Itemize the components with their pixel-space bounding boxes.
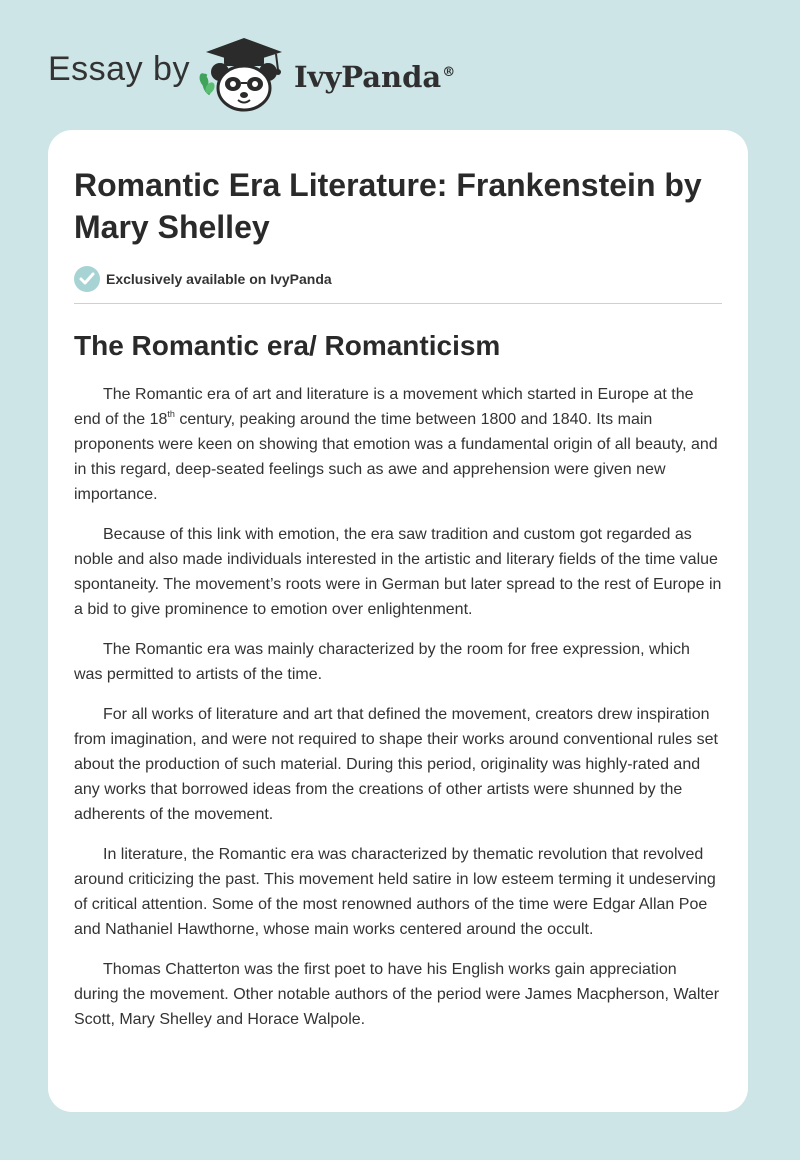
- paragraph: The Romantic era was mainly characterized by the room for free expression, which was permitted to artists of the time.: [74, 641, 690, 683]
- essay-title: Romantic Era Literature: Frankenstein by Mary Shelley: [74, 167, 702, 245]
- superscript: th: [167, 409, 175, 419]
- brand-name[interactable]: IvyPanda®: [293, 60, 456, 94]
- divider: [74, 303, 722, 304]
- essay-by-label: Essay by: [48, 49, 190, 88]
- paragraph: Thomas Chatterton was the first poet to have his English works gain appreciation during the movement. Other notable authors of the period were James Macpherson, Walter Scott, Mary Shelley and Horace Walpole.: [74, 961, 720, 1028]
- paragraph: The Romantic era of art and literature is a movement which started in Europe at the end of the 18th century, peaking around the time between 1800 and 1840. Its main proponents were keen on showing that emotion was a fundamental origin of all beauty, and in this regard, deep-seated feelings such as awe and apprehension were given new importance.: [74, 386, 718, 503]
- badge-text: Exclusively available on IvyPanda: [106, 271, 332, 287]
- section-heading: The Romantic era/ Romanticism: [74, 330, 501, 361]
- exclusive-badge: [74, 266, 722, 292]
- registered-mark: ®: [442, 65, 456, 81]
- paragraph: In literature, the Romantic era was characterized by thematic revolution that revolved around criticizing the past. This movement held satire in low esteem terming it undeserving of critical attention. Some of the most renowned authors of the time were Edgar Allan Poe and Nathaniel Hawthorne, whose main works centered around the occult.: [74, 846, 716, 938]
- paragraph: Because of this link with emotion, the era saw tradition and custom got regarded as noble and also made individuals interested in the artistic and literary fields of the time value spontaneity. The movement’s roots were in German but later spread to the rest of Europe in a bid to give prominence to emotion over enlightenment.: [74, 526, 722, 618]
- site-header: [48, 34, 455, 114]
- essay-card: [48, 130, 748, 1112]
- panda-graduate-icon[interactable]: [196, 34, 292, 114]
- check-circle-icon: [74, 266, 100, 292]
- paragraph: For all works of literature and art that defined the movement, creators drew inspiration from imagination, and were not required to shape their works around conventional rules set about the production of such material. During this period, originality was highly-rated and any works that borrowed ideas from the creations of other artists were shunned by the adherents of the movement.: [74, 706, 718, 823]
